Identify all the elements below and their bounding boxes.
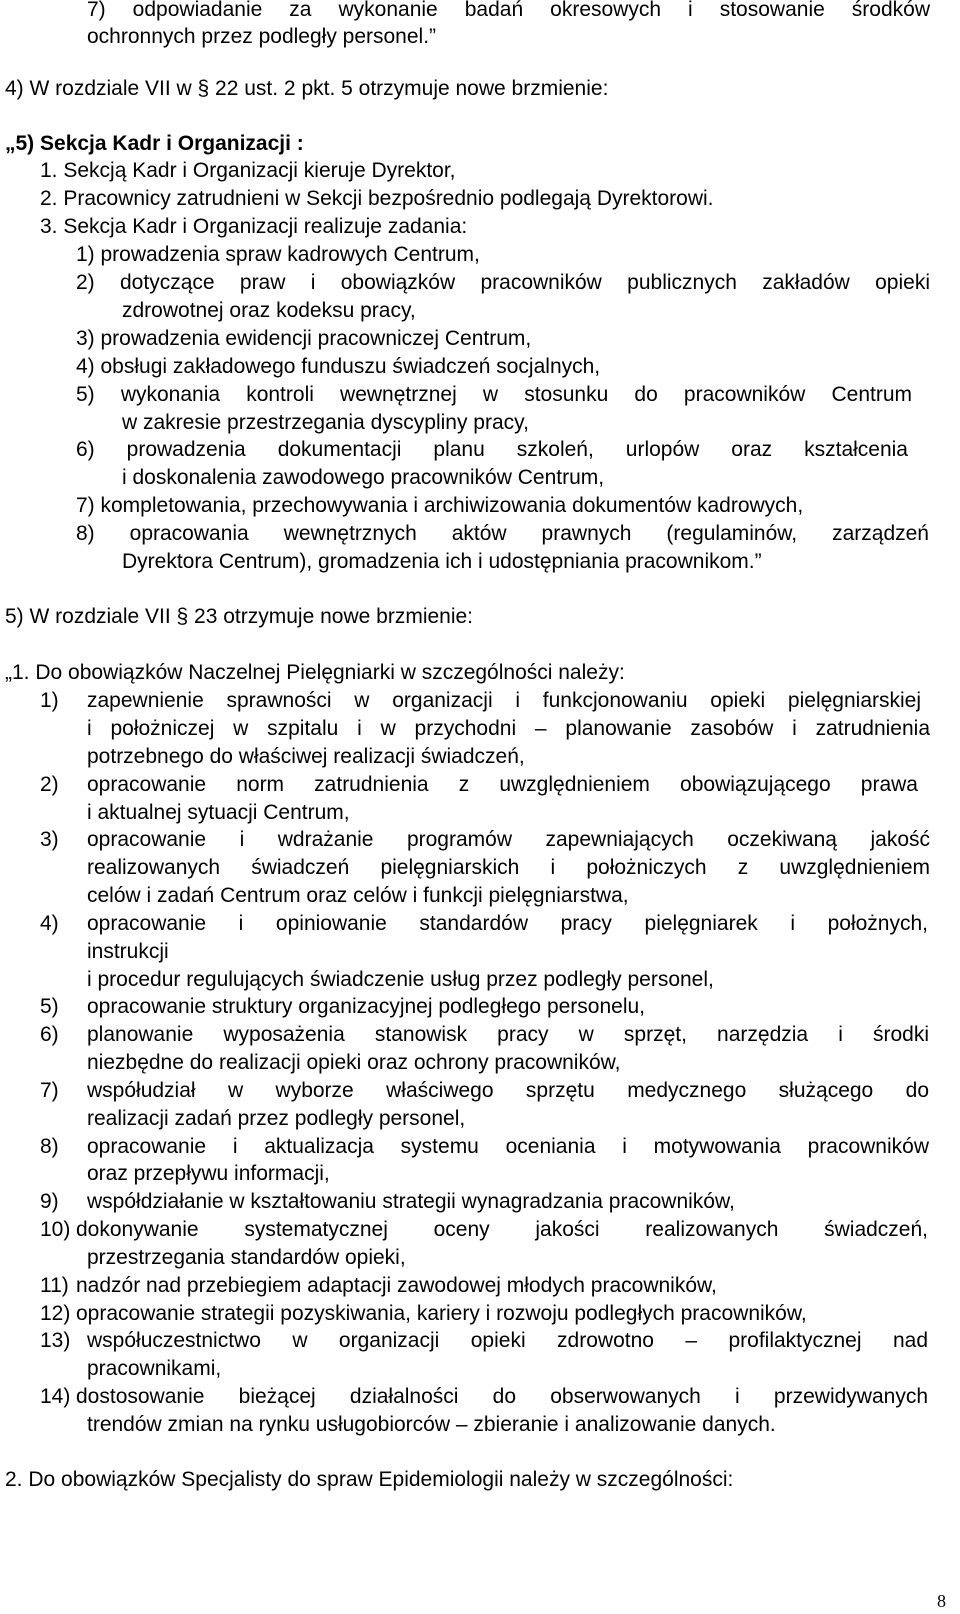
item-3-line1: opracowanie i wdrażanie programów zapewniających oczekiwaną jakość: [87, 828, 930, 851]
item-number-7: 7): [40, 1079, 59, 1102]
task-7: 7) kompletowania, przechowywania i archiwizowania dokumentów kadrowych,: [76, 494, 804, 517]
item-6-line2: niezbędne do realizacji opieki oraz ochrony pracowników,: [87, 1051, 621, 1074]
item-2-line1: opracowanie norm zatrudnienia z uwzględnieniem obowiązującego prawa: [87, 773, 918, 796]
item-number-4: 4): [40, 912, 59, 935]
task-6-line1: 6) prowadzenia dokumentacji planu szkoleń, urlopów oraz kształcenia: [76, 438, 908, 461]
item-12-line1: opracowanie strategii pozyskiwania, kariery i rozwoju podległych pracowników,: [76, 1302, 807, 1325]
section4-heading: 4) W rozdziale VII w § 22 ust. 2 pkt. 5 otrzymuje nowe brzmienie:: [5, 77, 609, 100]
section5-point-2: 2. Do obowiązków Specjalisty do spraw Epidemiologii należy w szczególności:: [5, 1468, 734, 1491]
item-number-6: 6): [40, 1023, 59, 1046]
item-1-line2: i położniczej w szpitalu i w przychodni – planowanie zasobów i zatrudnienia: [87, 717, 930, 740]
task-5-line2: w zakresie przestrzegania dyscypliny pracy,: [122, 411, 529, 434]
section5-intro: „1. Do obowiązków Naczelnej Pielęgniarki w szczególności należy:: [5, 661, 625, 684]
item-13-line2: pracownikami,: [87, 1357, 222, 1380]
task-2-line2: zdrowotnej oraz kodeksu pracy,: [122, 299, 416, 322]
item-8-line2: oraz przepływu informacji,: [87, 1162, 330, 1185]
section4-point-2: 2. Pracownicy zatrudnieni w Sekcji bezpośrednio podlegają Dyrektorowi.: [40, 187, 714, 210]
item-13-line1: współuczestnictwo w organizacji opieki zdrowotno – profilaktycznej nad: [87, 1329, 928, 1352]
item-number-14: 14): [40, 1385, 71, 1408]
item7-line1: 7) odpowiadanie za wykonanie badań okresowych i stosowanie środków: [87, 0, 930, 21]
task-6-line2: i doskonalenia zawodowego pracowników Centrum,: [122, 466, 605, 489]
item-9-line1: współdziałanie w kształtowaniu strategii wynagradzania pracowników,: [87, 1190, 735, 1213]
item-number-12: 12): [40, 1302, 71, 1325]
item-number-10: 10): [40, 1218, 71, 1241]
item-8-line1: opracowanie i aktualizacja systemu oceniania i motywowania pracowników: [87, 1135, 929, 1158]
section4-point-3: 3. Sekcja Kadr i Organizacji realizuje zadania:: [40, 215, 468, 238]
item-11-line1: nadzór nad przebiegiem adaptacji zawodowej młodych pracowników,: [76, 1274, 717, 1297]
item-14-line2: trendów zmian na rynku usługobiorców – zbieranie i analizowanie danych.: [87, 1413, 776, 1436]
item-1-line3: potrzebnego do właściwej realizacji świadczeń,: [87, 745, 525, 768]
task-8-line1: 8) opracowania wewnętrznych aktów prawnych (regulaminów, zarządzeń: [76, 522, 929, 545]
item-6-line1: planowanie wyposażenia stanowisk pracy w sprzęt, narzędzia i środki: [87, 1023, 929, 1046]
item-number-9: 9): [40, 1190, 59, 1213]
item-7-line2: realizacji zadań przez podległy personel,: [87, 1107, 466, 1130]
item-number-13: 13): [40, 1329, 71, 1352]
page-number: 8: [937, 1591, 946, 1611]
item-14-line1: dostosowanie bieżącej działalności do obserwowanych i przewidywanych: [76, 1385, 928, 1408]
task-4: 4) obsługi zakładowego funduszu świadczeń socjalnych,: [76, 355, 601, 378]
item-number-8: 8): [40, 1135, 59, 1158]
item-7-line1: współudział w wyborze właściwego sprzętu medycznego służącego do: [87, 1079, 929, 1102]
task-1: 1) prowadzenia spraw kadrowych Centrum,: [76, 243, 480, 266]
item-3-line2: realizowanych świadczeń pielęgniarskich i położniczych z uwzględnieniem: [87, 856, 930, 879]
item-10-line1: dokonywanie systematycznej oceny jakości realizowanych świadczeń,: [76, 1218, 928, 1241]
item-number-5: 5): [40, 995, 59, 1018]
item-number-1: 1): [40, 689, 59, 712]
item-5-line1: opracowanie struktury organizacyjnej podległego personelu,: [87, 995, 646, 1018]
item-3-line3: celów i zadań Centrum oraz celów i funkcji pielęgniarstwa,: [87, 884, 629, 907]
task-8-line2: Dyrektora Centrum), gromadzenia ich i udostępniania pracownikom.”: [122, 550, 762, 573]
section4-point-1: 1. Sekcją Kadr i Organizacji kieruje Dyrektor,: [40, 159, 456, 182]
item-4-line3: i procedur regulujących świadczenie usług przez podległy personel,: [87, 968, 714, 991]
item-number-2: 2): [40, 773, 59, 796]
item-4-line2: instrukcji: [87, 940, 169, 963]
item-10-line2: przestrzegania standardów opieki,: [87, 1246, 406, 1269]
item7-line2: ochronnych przez podległy personel.”: [87, 25, 437, 48]
task-3: 3) prowadzenia ewidencji pracowniczej Centrum,: [76, 327, 532, 350]
item-4-line1: opracowanie i opiniowanie standardów pracy pielęgniarek i położnych,: [87, 912, 928, 935]
task-2-line1: 2) dotyczące praw i obowiązków pracowników publicznych zakładów opieki: [76, 271, 930, 294]
item-2-line2: i aktualnej sytuacji Centrum,: [87, 801, 350, 824]
item-number-11: 11): [40, 1274, 69, 1297]
section5-heading: 5) W rozdziale VII § 23 otrzymuje nowe brzmienie:: [5, 605, 474, 628]
task-5-line1: 5) wykonania kontroli wewnętrznej w stosunku do pracowników Centrum: [76, 383, 912, 406]
section4-title: „5) Sekcja Kadr i Organizacji :: [5, 132, 304, 155]
item-number-3: 3): [40, 828, 59, 851]
item-1-line1: zapewnienie sprawności w organizacji i funkcjonowaniu opieki pielęgniarskiej: [87, 689, 921, 712]
